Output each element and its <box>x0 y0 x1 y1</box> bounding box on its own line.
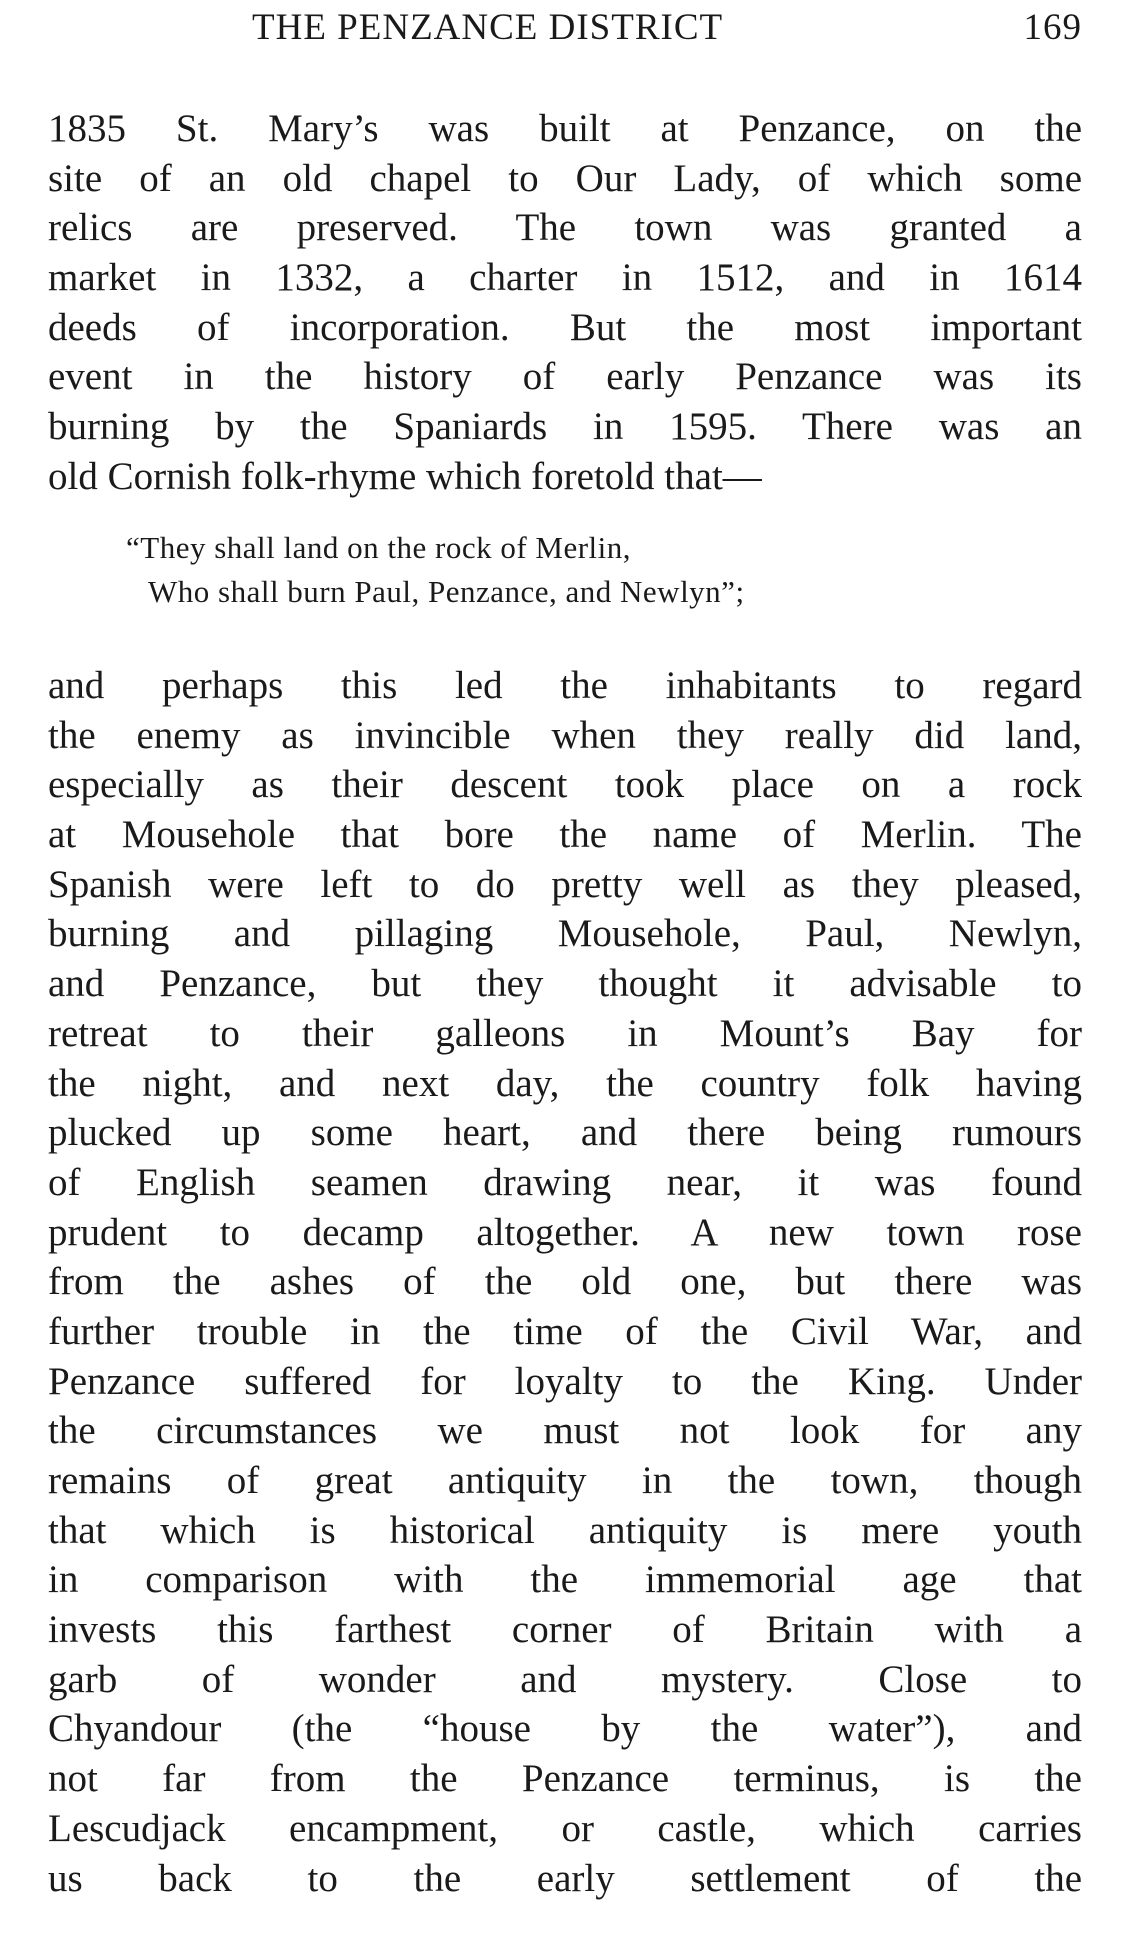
text-line: not far from the Penzance terminus, is the <box>48 1757 1082 1801</box>
text-line: and perhaps this led the inhabitants to regard <box>48 664 1082 707</box>
text-line: in comparison with the immemorial age that <box>48 1558 1082 1602</box>
text-line: us back to the early settlement of the <box>48 1856 1082 1900</box>
text-line: burning by the Spaniards in 1595. There was an <box>48 405 1082 449</box>
text-line: Spanish were left to do pretty well as they pleased, <box>48 862 1082 906</box>
text-line: invests this farthest corner of Britain with a <box>48 1608 1082 1652</box>
verse-line: “They shall land on the rock of Merlin, <box>126 530 632 565</box>
text-line: market in 1332, a charter in 1512, and in 1614 <box>48 256 1082 300</box>
text-line: retreat to their galleons in Mount’s Bay for <box>48 1011 1082 1055</box>
verse-quotation <box>126 526 745 614</box>
text-line: relics are preserved. The town was granted a <box>48 206 1082 250</box>
text-line: Lescudjack encampment, or castle, which carries <box>48 1806 1082 1850</box>
text-line: of English seamen drawing near, it was found <box>48 1160 1082 1204</box>
text-line: Penzance suffered for loyalty to the King. Under <box>48 1359 1082 1403</box>
text-line: prudent to decamp altogether. A new town rose <box>48 1210 1082 1254</box>
text-line: old Cornish folk-rhyme which foretold that— <box>48 454 762 498</box>
running-head <box>46 6 1082 52</box>
text-line: the circumstances we must not look for any <box>48 1409 1082 1453</box>
text-line: further trouble in the time of the Civil War, and <box>48 1309 1082 1353</box>
text-line: at Mousehole that bore the name of Merlin. The <box>48 813 1082 857</box>
text-line: burning and pillaging Mousehole, Paul, Newlyn, <box>48 912 1082 956</box>
text-line: that which is historical antiquity is mere youth <box>48 1508 1082 1552</box>
paragraph-2 <box>48 661 1082 1903</box>
text-line: site of an old chapel to Our Lady, of which some <box>48 156 1082 200</box>
paragraph-1 <box>48 104 1082 502</box>
text-line: 1835 St. Mary’s was built at Penzance, on the <box>48 107 1082 150</box>
page-number: 169 <box>1023 7 1082 48</box>
text-line: and Penzance, but they thought it advisable to <box>48 962 1082 1006</box>
text-line: the night, and next day, the country folk having <box>48 1061 1082 1105</box>
text-line: the enemy as invincible when they really did land, <box>48 713 1082 757</box>
verse-line: Who shall burn Paul, Penzance, and Newlyn”; <box>148 574 745 609</box>
text-line: event in the history of early Penzance was its <box>48 355 1082 399</box>
text-line: plucked up some heart, and there being rumours <box>48 1111 1082 1155</box>
text-line: especially as their descent took place on a rock <box>48 763 1082 807</box>
text-line: Chyandour (the “house by the water”), and <box>48 1707 1082 1751</box>
text-line: deeds of incorporation. But the most important <box>48 305 1082 349</box>
text-line: garb of wonder and mystery. Close to <box>48 1657 1082 1701</box>
text-line: remains of great antiquity in the town, though <box>48 1459 1082 1502</box>
running-title: THE PENZANCE DISTRICT <box>252 7 724 48</box>
text-line: from the ashes of the old one, but there was <box>48 1260 1082 1304</box>
